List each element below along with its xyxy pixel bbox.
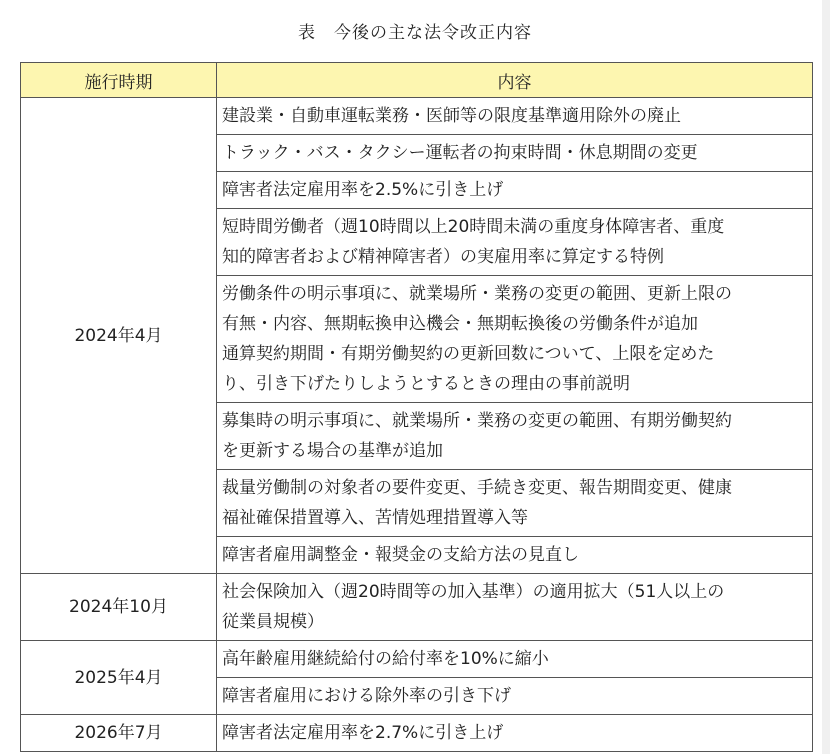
content-cell: 社会保険加入（週20時間等の加入基準）の適用拡大（51人以上の 従業員規模） [217,574,813,641]
content-cell: 障害者法定雇用率を2.5%に引き上げ [217,172,813,209]
column-header-content: 内容 [217,63,813,98]
table-row [21,574,813,641]
table-row [21,715,813,752]
table-header-row [21,63,813,98]
content-cell: 障害者雇用における除外率の引き下げ [217,678,813,715]
content-cell: 障害者法定雇用率を2.7%に引き上げ [217,715,813,752]
content-cell: 労働条件の明示事項に、就業場所・業務の変更の範囲、更新上限の 有無・内容、無期転換申込機会・無期転換後の労働条件が追加 通算契約期間・有期労働契約の更新回数について、上限を定めた り、引き下げたりしようとするときの理由の事前説明 [217,276,813,403]
period-cell: 2025年4月 [21,641,217,715]
period-cell: 2024年10月 [21,574,217,641]
content-cell: 高年齢雇用継続給付の給付率を10%に縮小 [217,641,813,678]
table-row [21,641,813,678]
period-cell: 2024年4月 [21,98,217,574]
content-cell: 短時間労働者（週10時間以上20時間未満の重度身体障害者、重度 知的障害者および精神障害者）の実雇用率に算定する特例 [217,209,813,276]
page-title: 表 今後の主な法令改正内容 [298,23,532,43]
table-row [21,98,813,135]
content-cell: 障害者雇用調整金・報奨金の支給方法の見直し [217,537,813,574]
content-cell: 建設業・自動車運転業務・医師等の限度基準適用除外の廃止 [217,98,813,135]
window-edge [822,0,830,754]
law-revision-table [20,62,813,752]
period-cell: 2026年7月 [21,715,217,752]
column-header-period: 施行時期 [21,63,217,98]
content-cell: トラック・バス・タクシー運転者の拘束時間・休息期間の変更 [217,135,813,172]
content-cell: 裁量労働制の対象者の要件変更、手続き変更、報告期間変更、健康 福祉確保措置導入、苦情処理措置導入等 [217,470,813,537]
content-cell: 募集時の明示事項に、就業場所・業務の変更の範囲、有期労働契約 を更新する場合の基準が追加 [217,403,813,470]
